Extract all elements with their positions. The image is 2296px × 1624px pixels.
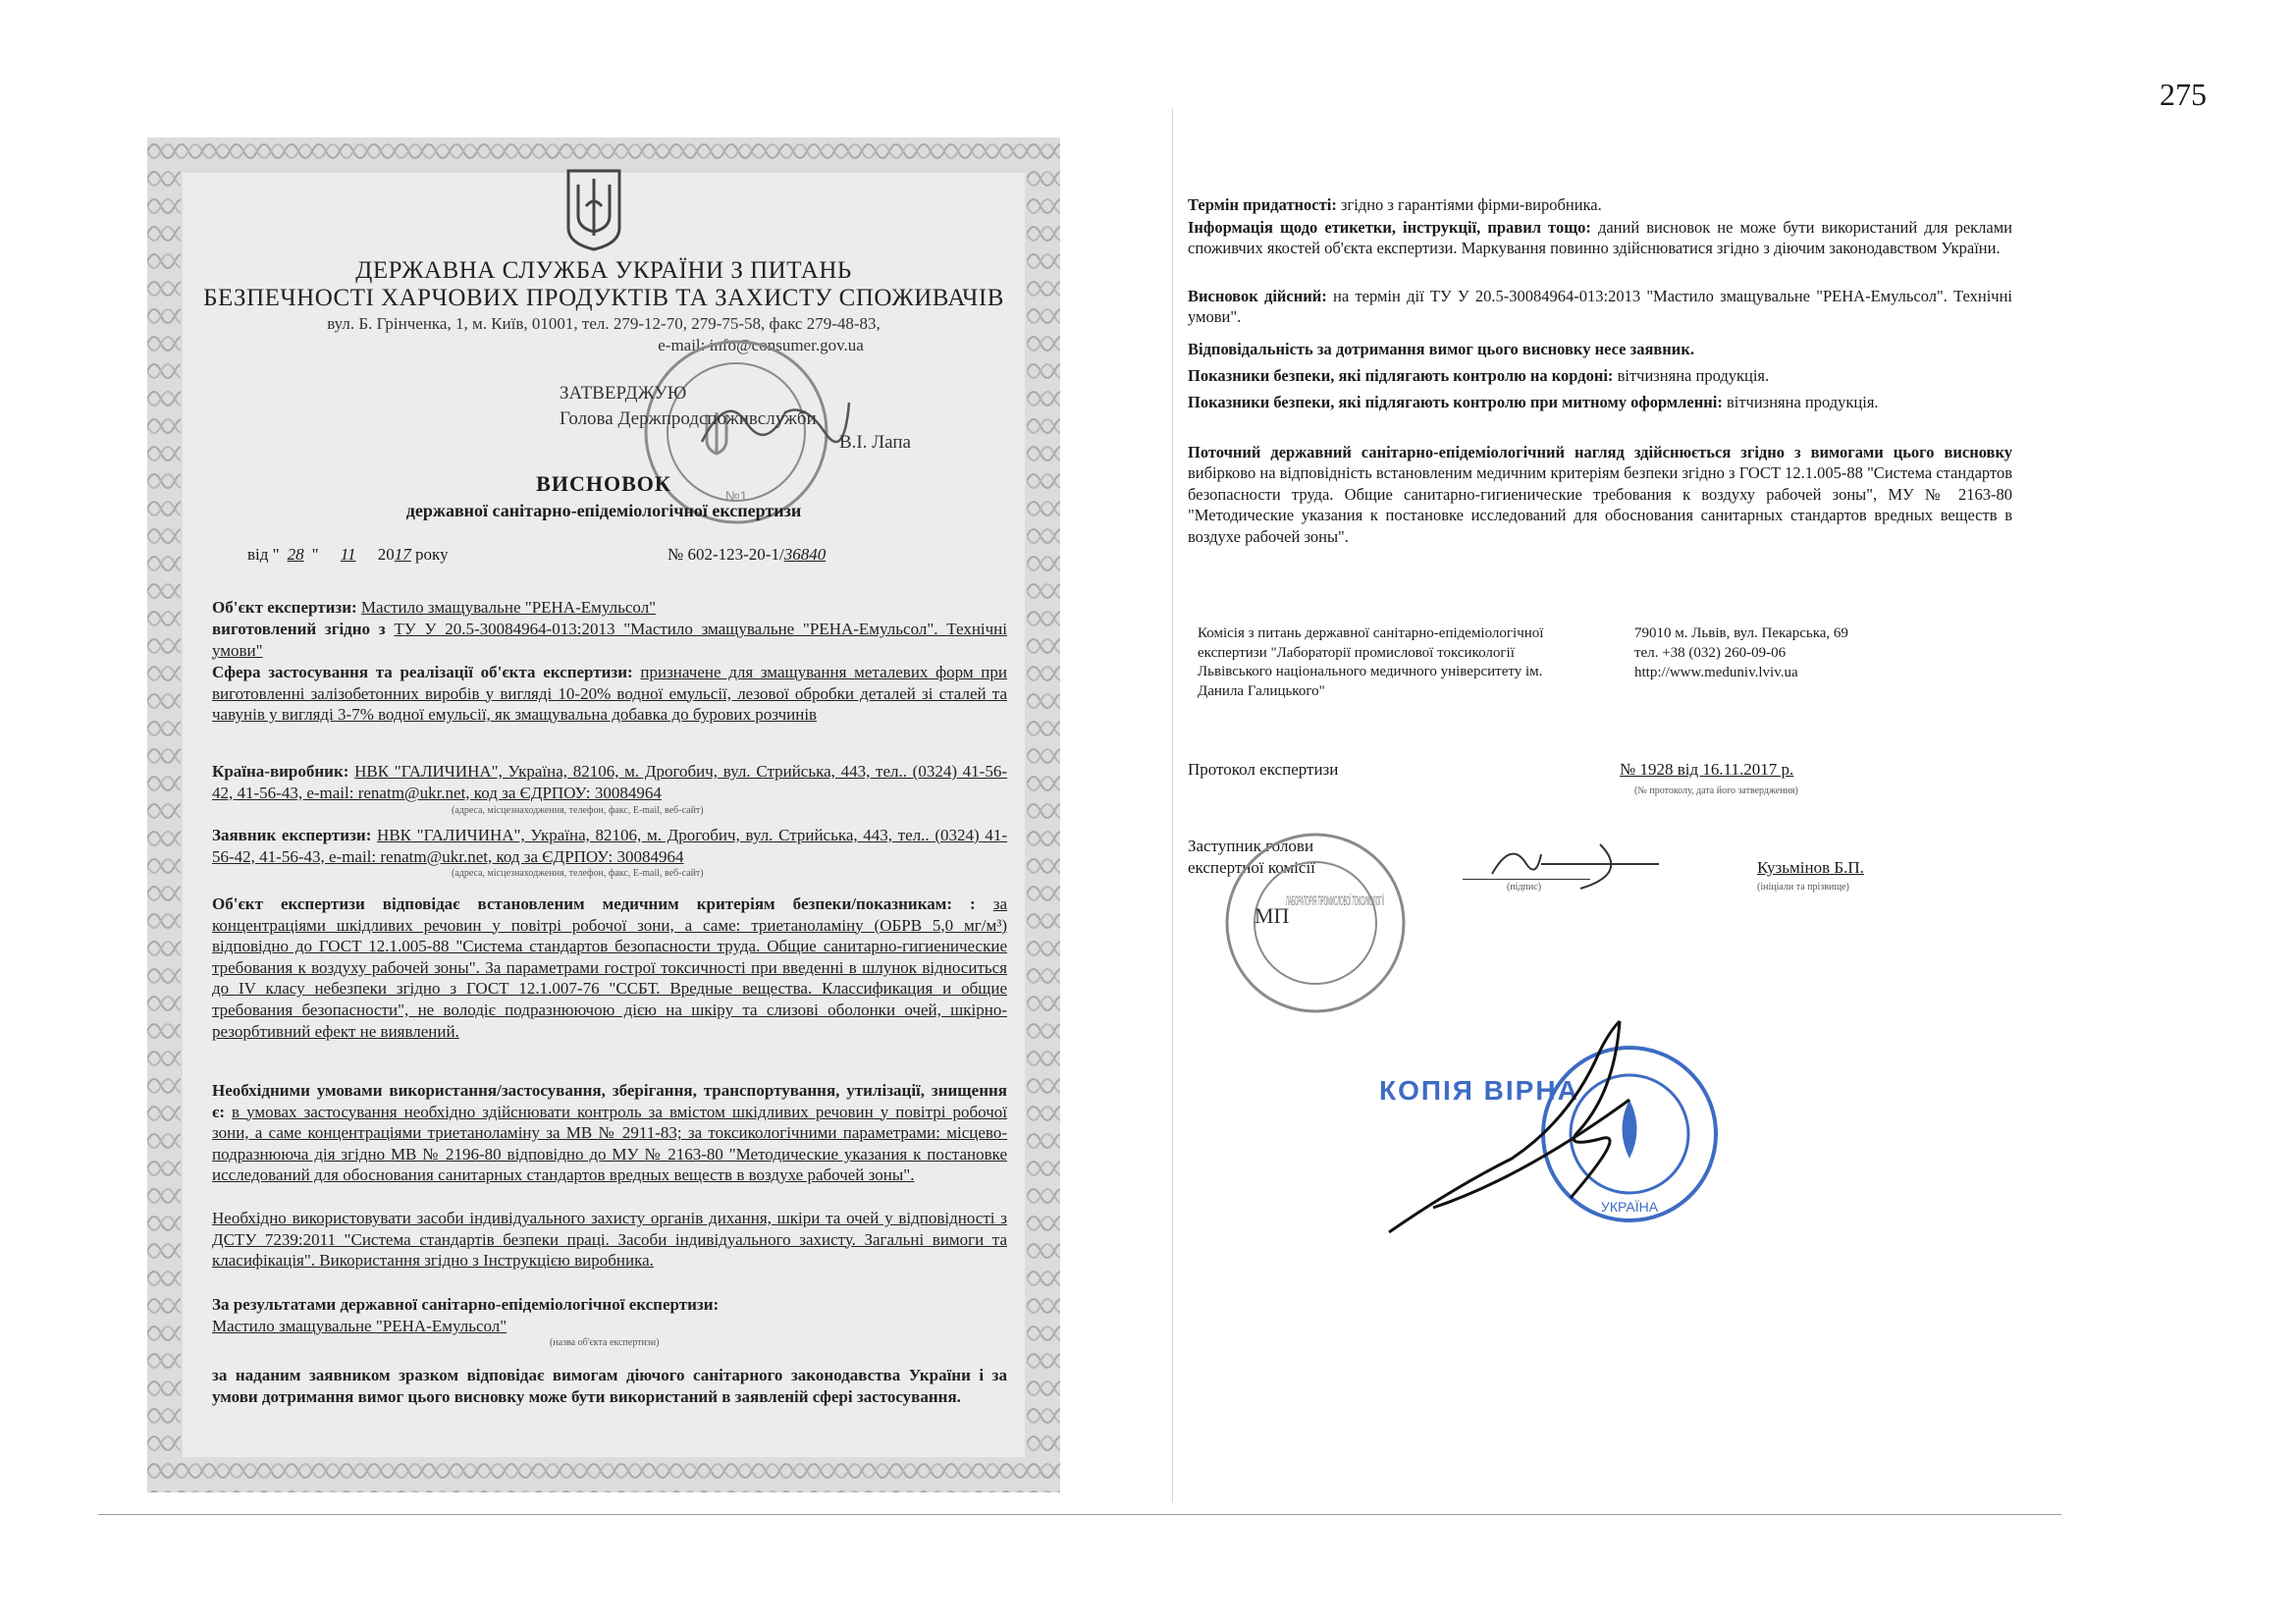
approve-name: В.І. Лапа: [839, 432, 911, 453]
signature-hint: (підпис): [1507, 882, 1542, 893]
country-field: Країна-виробник: НВК "ГАЛИЧИНА", Україна, 82106, м. Дрогобич, вул. Стрийська, 443, тел.. (0324) 41-56-42, 41-56-43, e-mail: renatm@ukr.net, код за ЄДРПОУ: 30084964: [212, 762, 1008, 802]
agency-name: ДЕРЖАВНА СЛУЖБА УКРАЇНИ З ПИТАНЬ: [355, 257, 852, 284]
ppe-field: Необхідно використовувати засоби індивідуального захисту органів дихання, шкіри та очей у відповідності з ДСТУ 7239:2011 "Система стандартів безпеки праці. Засоби індивідуального захисту. Загальні вимоги та класифікація". Використання згідно з Інструкцією виробника.: [212, 1209, 1007, 1271]
doc-date: від " 28 " 11 2017 року: [247, 545, 449, 564]
agency-name: БЕЗПЕЧНОСТІ ХАРЧОВИХ ПРОДУКТІВ ТА ЗАХИСТУ СПОЖИВАЧІВ: [203, 285, 1004, 311]
lab-stamp: [1217, 825, 1414, 1021]
border-control: Показники безпеки, які підлягають контролю на кордоні: вітчизняна продукція.: [1188, 366, 1770, 385]
approve-position: Голова Держпродспоживслужби: [560, 408, 817, 429]
made-field: виготовлений згідно з ТУ У 20.5-30084964-013:2013 "Мастило змащувальне "РЕНА-Емульсол". Технічні умови": [212, 620, 1008, 660]
criteria-field: Об'єкт експертизи відповідає встановленим медичним критеріям безпеки/показникам: : за концентраціями шкідливих речовин у повітрі робочої зони, а саме: триетаноламіну (ОБРВ 5,0 мг/м³) відповідно до ГОСТ 12.1.005-88 "Система стандартов безопасности труда. Общие санитарно-гигиенические требования к воздуху рабочей зоны". За параметрами гострої токсичності при введенні в шлунок відноситься до IV класу небезпеки згідно з ГОСТ 12.1.007-76 "ССБТ. Вредные вещества. Классификация и общие требования безопасности", не володіє подразнюючою дією на шкіру та слизові оболонки очей, шкірно-резорбтивний ефект не виявлений.: [212, 894, 1007, 1041]
doc-title: ВИСНОВОК: [536, 471, 671, 496]
final-text: за наданим заявником зразком відповідає вимогам діючого санітарного законодавства України і за умови дотримання вимог цього висновку може бути використаний в заявленій сфері застосування.: [212, 1366, 1007, 1406]
page-number: 275: [2160, 77, 2207, 112]
commission-phone: тел. +38 (032) 260-09-06: [1634, 645, 1787, 661]
doc-subtitle: державної санітарно-епідеміологічної експертизи: [405, 501, 802, 520]
address-hint: (адреса, місцезнаходження, телефон, факс, E-mail, веб-сайт): [452, 868, 704, 879]
results-value: Мастило змащувальне "РЕНА-Емульсол": [212, 1317, 507, 1335]
customs-control: Показники безпеки, які підлягають контролю при митному оформленні: вітчизняна продукція.: [1188, 393, 1879, 411]
address-hint: (адреса, місцезнаходження, телефон, факс, E-mail, веб-сайт): [452, 805, 704, 816]
divider: [1080, 1514, 2061, 1515]
approve-title: ЗАТВЕРДЖУЮ: [560, 383, 687, 404]
valid-term: Висновок дійсний: на термін дії ТУ У 20.5-30084964-013:2013 "Мастило змащувальне "РЕНА-Емульсол". Технічні умови".: [1188, 287, 2013, 327]
copy-stamp: КОПІЯ ВІРНА: [1379, 1075, 1579, 1106]
protocol-hint: (№ протоколу, дата його затвердження): [1634, 785, 1798, 796]
certificate-page: [147, 137, 1060, 1492]
company-seal-text: УКРАЇНА: [1600, 1199, 1659, 1215]
signature-icon: [1482, 835, 1679, 893]
supervision: Поточний державний санітарно-епідеміологічний нагляд здійснюється згідно з вимогами цього висновку вибірково на відповідність встановленим медичним критеріям безпеки згідно з ГОСТ 12.1.005-88 "Система стандартов безопасности труда. Общие санитарно-гигиенические требования к воздуху рабочей зоны", МУ № 2163-80 "Методические указания к постановке исследований для обоснования санитарных стандартов вредных веществ в воздухе рабочей зоны".: [1188, 443, 2012, 546]
protocol-label: Протокол експертизи: [1188, 760, 1339, 779]
results-label: За результатами державної санітарно-епідеміологічної експертизи:: [212, 1295, 720, 1314]
commission-name: Комісія з питань державної санітарно-епідеміологічної експертизи "Лабораторії промислової токсикології Львівського національного медичного університету ім. Данила Галицького": [1198, 625, 1544, 699]
agency-email: e-mail: info@consumer.gov.ua: [658, 336, 864, 354]
deputy-name: Кузьмінов Б.П.: [1757, 858, 1864, 877]
divider: [98, 1514, 1080, 1515]
stamp-mp: МП: [1255, 903, 1290, 928]
results-hint: (назва об'єкта експертизи): [550, 1337, 660, 1348]
scope-field: Сфера застосування та реалізації об'єкта експертизи: призначене для змащування металевих форм при виготовленні залізобетонних виробів у вигляді 10-20% водної емульсії, лезової обробки деталей зі сталей та чавунів у вигляді 3-7% водної емульсії, як змащувальна добавка до бурових розчинів: [212, 663, 1007, 725]
divider: [1172, 108, 1173, 1502]
conditions-field: Необхідними умовами використання/застосування, зберігання, транспортування, утилізації, знищення є: в умовах застосування необхідно здійснювати контроль за вмістом шкідливих речовин у повітрі робочої зони, а саме концентраціями триетаноламіну за МВ № 2911-83; за токсикологічними параметрами: місцево-подразнююча дія згідно МВ № 2196-80 відповідно до МУ № 2163-80 "Методические указания к постановке исследований для обоснования санитарных стандартов вредных веществ в воздухе рабочей зоны".: [212, 1081, 1007, 1185]
label-info: Інформація щодо етикетки, інструкції, правил тощо: даний висновок не може бути використаний для реклами споживчих якостей об'єкта експертизи. Маркування повинно здійснюватися згідно з діючим законодавством України.: [1188, 218, 2012, 258]
coat-of-arms-icon: [564, 167, 623, 251]
deputy-title: експертної комісії: [1188, 858, 1315, 877]
name-hint: (ініціали та прізвище): [1757, 882, 1849, 893]
agency-address: вул. Б. Грінченка, 1, м. Київ, 01001, тел. 279-12-70, 279-75-58, факс 279-48-83,: [327, 314, 881, 333]
shelf-life: Термін придатності: згідно з гарантіями фірми-виробника.: [1188, 195, 1602, 214]
deputy-title: Заступник голови: [1188, 837, 1314, 855]
responsibility: Відповідальність за дотримання вимог цього висновку несе заявник.: [1188, 340, 1694, 358]
stamp-lab-text: ЛАБОРАТОРІЯ ПРОМИСЛОВОЇ ТОКСИКОЛОГІЇ: [1286, 893, 1385, 908]
signature-icon: [1374, 1011, 1688, 1247]
svg-text:№1: №1: [724, 488, 748, 504]
protocol-value: № 1928 від 16.11.2017 р.: [1620, 760, 1794, 779]
commission-address: 79010 м. Львів, вул. Пекарська, 69: [1634, 625, 1848, 641]
applicant-field: Заявник експертизи: НВК "ГАЛИЧИНА", Україна, 82106, м. Дрогобич, вул. Стрийська, 443, тел.. (0324) 41-56-42, 41-56-43, e-mail: renatm@ukr.net, код за ЄДРПОУ: 30084964: [212, 826, 1007, 866]
object-field: Об'єкт експертизи: Мастило змащувальне "РЕНА-Емульсол": [212, 598, 657, 617]
doc-number: № 602-123-20-1/36840: [667, 545, 827, 564]
commission-website: http://www.meduniv.lviv.ua: [1634, 665, 1798, 680]
